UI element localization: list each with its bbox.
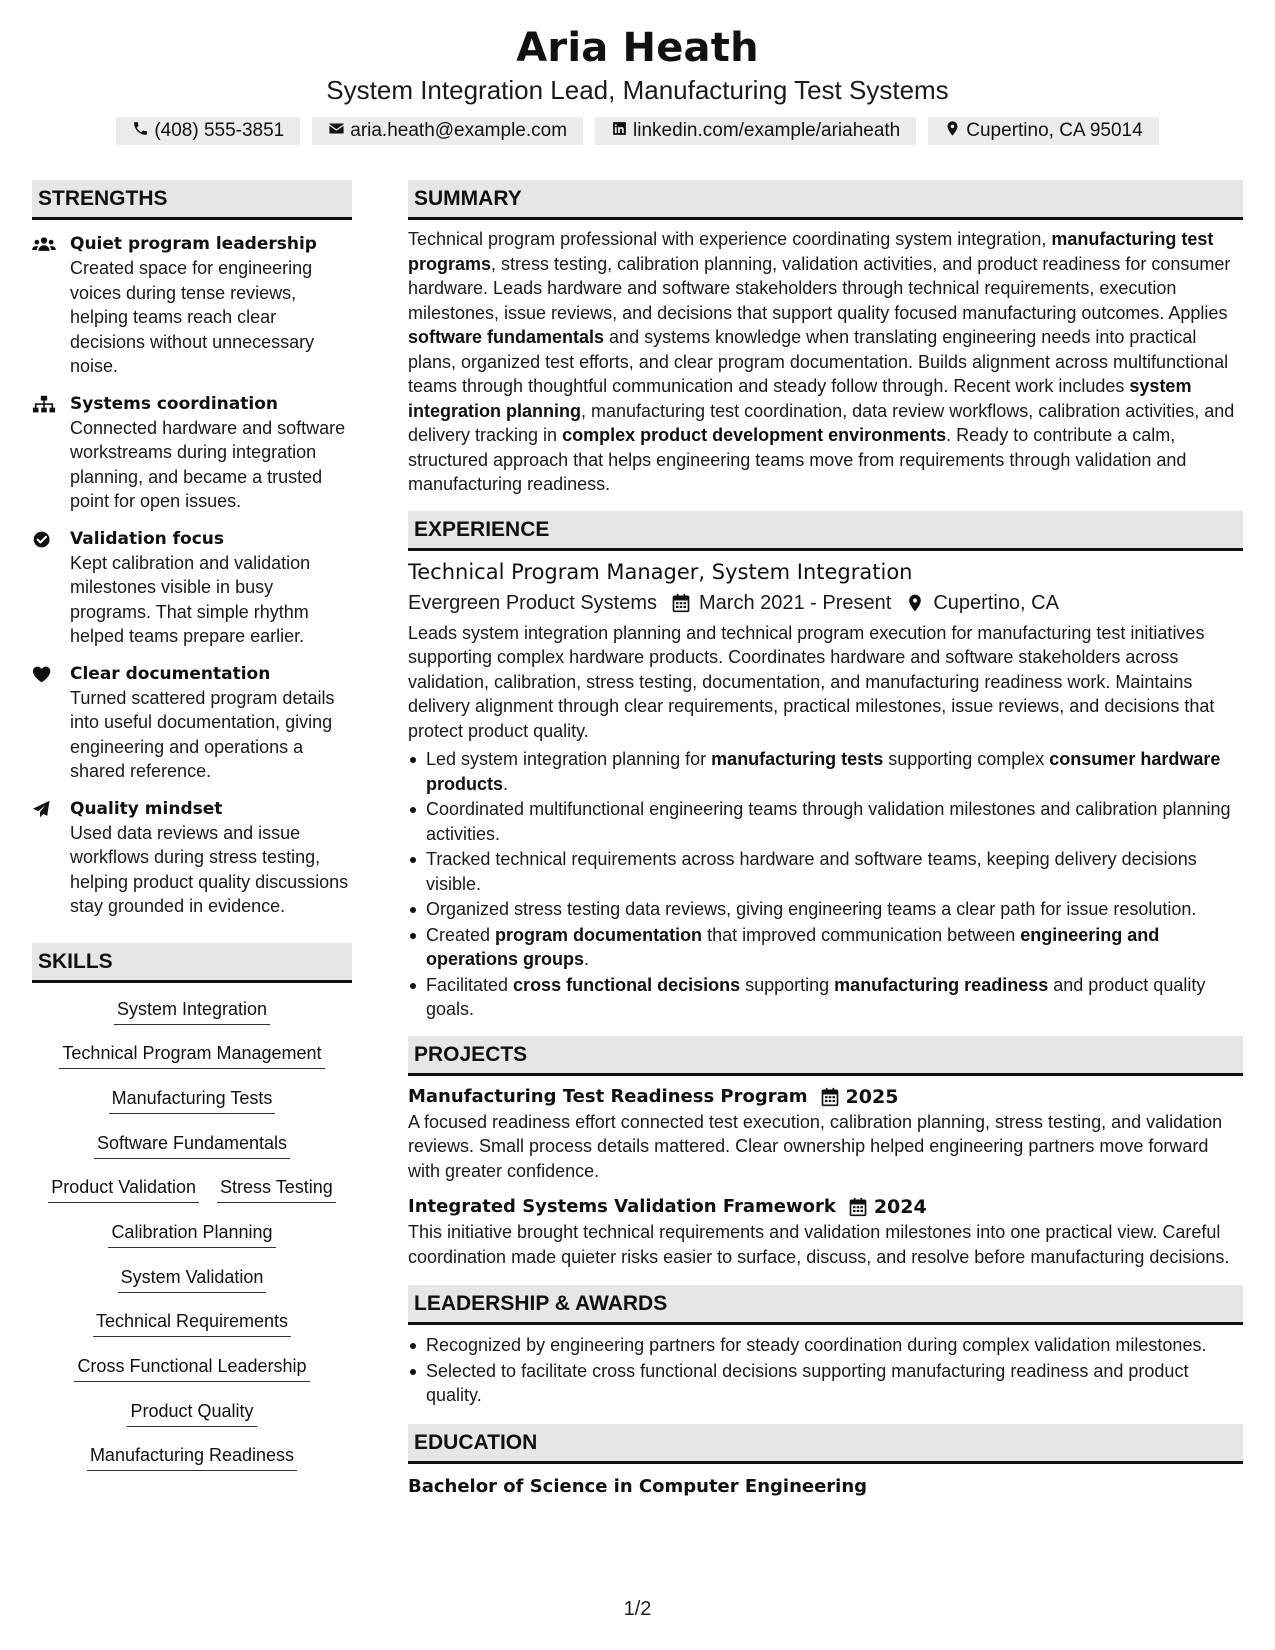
skill-row [32, 1265, 352, 1310]
skill-tag: Product Quality [127, 1399, 256, 1427]
strengths-list [32, 232, 352, 919]
strength-desc: Created space for engineering voices during tense reviews, helping teams reach clear decisions without unnecessary noise. [70, 258, 315, 376]
job-bullet: Led system integration planning for manufacturing tests supporting complex consumer hardware products. [408, 747, 1243, 796]
envelope-icon [328, 120, 345, 143]
project-title: Manufacturing Test Readiness Program [408, 1085, 808, 1107]
project-title-row [408, 1194, 1243, 1220]
job-bullet: Coordinated multifunctional engineering teams through validation milestones and calibration planning activities. [408, 797, 1243, 846]
strength-item [32, 662, 352, 784]
job-bullets [408, 747, 1243, 1022]
skill-tag: Product Validation [48, 1175, 199, 1203]
calendar-icon [820, 1087, 840, 1107]
project-item [408, 1084, 1243, 1184]
skill-row [32, 1086, 352, 1131]
contact-email-text: aria.heath@example.com [350, 120, 568, 141]
skills-heading: SKILLS [32, 943, 352, 983]
experience-heading: EXPERIENCE [408, 511, 1243, 551]
skill-row [32, 1175, 352, 1220]
skill-row [32, 997, 352, 1042]
project-desc: This initiative brought technical requirements and validation milestones into one practical view. Careful coordination made quieter risks easier to surface, discuss, and resolve before manufacturing decisions. [408, 1222, 1230, 1267]
job-entry [408, 558, 1243, 1022]
skill-row [32, 1354, 352, 1399]
job-location: Cupertino, CA [933, 591, 1059, 614]
skill-row [32, 1309, 352, 1354]
strengths-heading: STRENGTHS [32, 180, 352, 220]
summary-text: Technical program professional with experience coordinating system integration, manufacturing test programs, stress testing, calibration planning, validation activities, and product readiness for consumer hardware. Leads hardware and software stakeholders through technical requirements, execution milestones, issue reviews, and decisions that support quality focused manufacturing outcomes. Applies software fundamentals and systems knowledge when translating engineering needs into practical plans, organized test efforts, and clear program documentation. Builds alignment across multifunctional teams through thoughtful communication and steady follow through. Recent work includes system integration planning, manufacturing test coordination, data review workflows, calibration activities, and delivery tracking in complex product development environments. Ready to contribute a calm, structured approach that helps engineering teams move from requirements through validation and manufacturing readiness. [408, 229, 1235, 494]
strength-item [32, 527, 352, 649]
job-bullet: Created program documentation that improved communication between engineering and operations groups. [408, 923, 1243, 972]
leadership-list [408, 1333, 1243, 1408]
skill-row [32, 1131, 352, 1176]
skill-row [32, 1399, 352, 1444]
skill-row [32, 1443, 352, 1488]
leadership-item: Selected to facilitate cross functional decisions supporting manufacturing readiness and product quality. [408, 1359, 1243, 1408]
strength-item [32, 797, 352, 919]
contact-linkedin-text: linkedin.com/example/ariaheath [633, 120, 901, 141]
calendar-icon [848, 1197, 868, 1217]
strength-desc: Connected hardware and software workstreams during integration planning, and became a trusted point for open issues. [70, 417, 346, 511]
skill-tag: Technical Requirements [93, 1309, 291, 1337]
heart-icon [32, 665, 56, 684]
strength-title: Quality mindset [70, 798, 223, 819]
candidate-name: Aria Heath [516, 25, 759, 71]
job-bullet: Facilitated cross functional decisions supporting manufacturing readiness and product quality goals. [408, 973, 1243, 1022]
project-year: 2025 [845, 1085, 899, 1108]
skill-tag: Stress Testing [217, 1175, 336, 1203]
skill-tag: System Validation [118, 1265, 267, 1293]
projects-heading: PROJECTS [408, 1036, 1243, 1076]
skill-row [32, 1220, 352, 1265]
contact-location-text: Cupertino, CA 95014 [966, 120, 1143, 141]
job-company: Evergreen Product Systems [408, 591, 657, 614]
project-desc: A focused readiness effort connected test execution, calibration planning, stress testing, and validation reviews. Small process details mattered. Clear ownership helped engineering partners move forward with greater confidence. [408, 1111, 1223, 1181]
summary-heading: SUMMARY [408, 180, 1243, 220]
strength-title: Systems coordination [70, 393, 278, 414]
contact-bar [0, 117, 1275, 145]
resume-header [0, 22, 1275, 145]
candidate-headline: System Integration Lead, Manufacturing Test Systems [326, 75, 949, 105]
job-description: Leads system integration planning and technical program execution for manufacturing test initiatives supporting complex hardware products. Coordinates hardware and software stakeholders across validation, calibration, stress testing, documentation, and manufacturing readiness work. Maintains delivery alignment through clear requirements, practical milestones, issue reviews, and decisions that protect product quality. [408, 622, 1215, 741]
job-dates: March 2021 - Present [699, 591, 892, 614]
job-bullet: Organized stress testing data reviews, giving engineering teams a clear path for issue resolution. [408, 897, 1243, 922]
education-degree: Bachelor of Science in Computer Engineering [408, 1475, 868, 1497]
strength-item [32, 232, 352, 379]
skill-tag: Technical Program Management [59, 1041, 324, 1069]
contact-phone[interactable] [116, 117, 300, 145]
paper-plane-icon [32, 800, 56, 819]
left-column [32, 180, 352, 1488]
contact-linkedin[interactable] [595, 117, 916, 145]
strength-item [32, 392, 352, 514]
leadership-item: Recognized by engineering partners for steady coordination during complex validation milestones. [408, 1333, 1243, 1358]
project-title: Integrated Systems Validation Framework [408, 1196, 836, 1217]
sitemap-icon [32, 395, 56, 414]
project-year: 2024 [873, 1196, 927, 1218]
job-title: Technical Program Manager, System Integration [408, 559, 913, 584]
right-column [408, 180, 1243, 1500]
job-meta [408, 589, 1243, 617]
phone-icon [132, 120, 149, 143]
strength-desc: Turned scattered program details into useful documentation, giving engineering and operations a shared reference. [70, 687, 335, 781]
skill-row [32, 1041, 352, 1086]
job-bullet: Tracked technical requirements across hardware and software teams, keeping delivery decisions visible. [408, 847, 1243, 896]
strength-desc: Kept calibration and validation milestones visible in busy programs. That simple rhythm helped teams prepare earlier. [70, 552, 311, 646]
strength-title: Validation focus [70, 528, 225, 549]
skill-tag: Calibration Planning [108, 1220, 275, 1248]
project-item [408, 1194, 1243, 1269]
linkedin-icon [611, 120, 628, 143]
users-icon [32, 235, 56, 254]
strength-title: Clear documentation [70, 663, 271, 684]
contact-email[interactable] [312, 117, 583, 145]
page-number: 1/2 [623, 1598, 652, 1620]
strength-desc: Used data reviews and issue workflows during stress testing, helping product quality discussions stay grounded in evidence. [70, 822, 349, 916]
project-title-row [408, 1084, 1243, 1110]
skill-tag: Software Fundamentals [94, 1131, 290, 1159]
contact-phone-text: (408) 555-3851 [154, 120, 285, 141]
strength-title: Quiet program leadership [70, 234, 317, 254]
skill-tag: Manufacturing Tests [109, 1086, 276, 1114]
skill-tag: Manufacturing Readiness [87, 1443, 297, 1471]
calendar-icon [671, 593, 691, 613]
skill-tag: Cross Functional Leadership [74, 1354, 309, 1382]
map-pin-icon [944, 120, 961, 143]
leadership-heading: LEADERSHIP & AWARDS [408, 1285, 1243, 1325]
map-pin-icon [905, 593, 925, 613]
check-circle-icon [32, 530, 56, 549]
education-heading: EDUCATION [408, 1424, 1243, 1464]
skill-tag: System Integration [114, 997, 270, 1025]
contact-location[interactable] [928, 117, 1158, 145]
skills-list [32, 997, 352, 1489]
